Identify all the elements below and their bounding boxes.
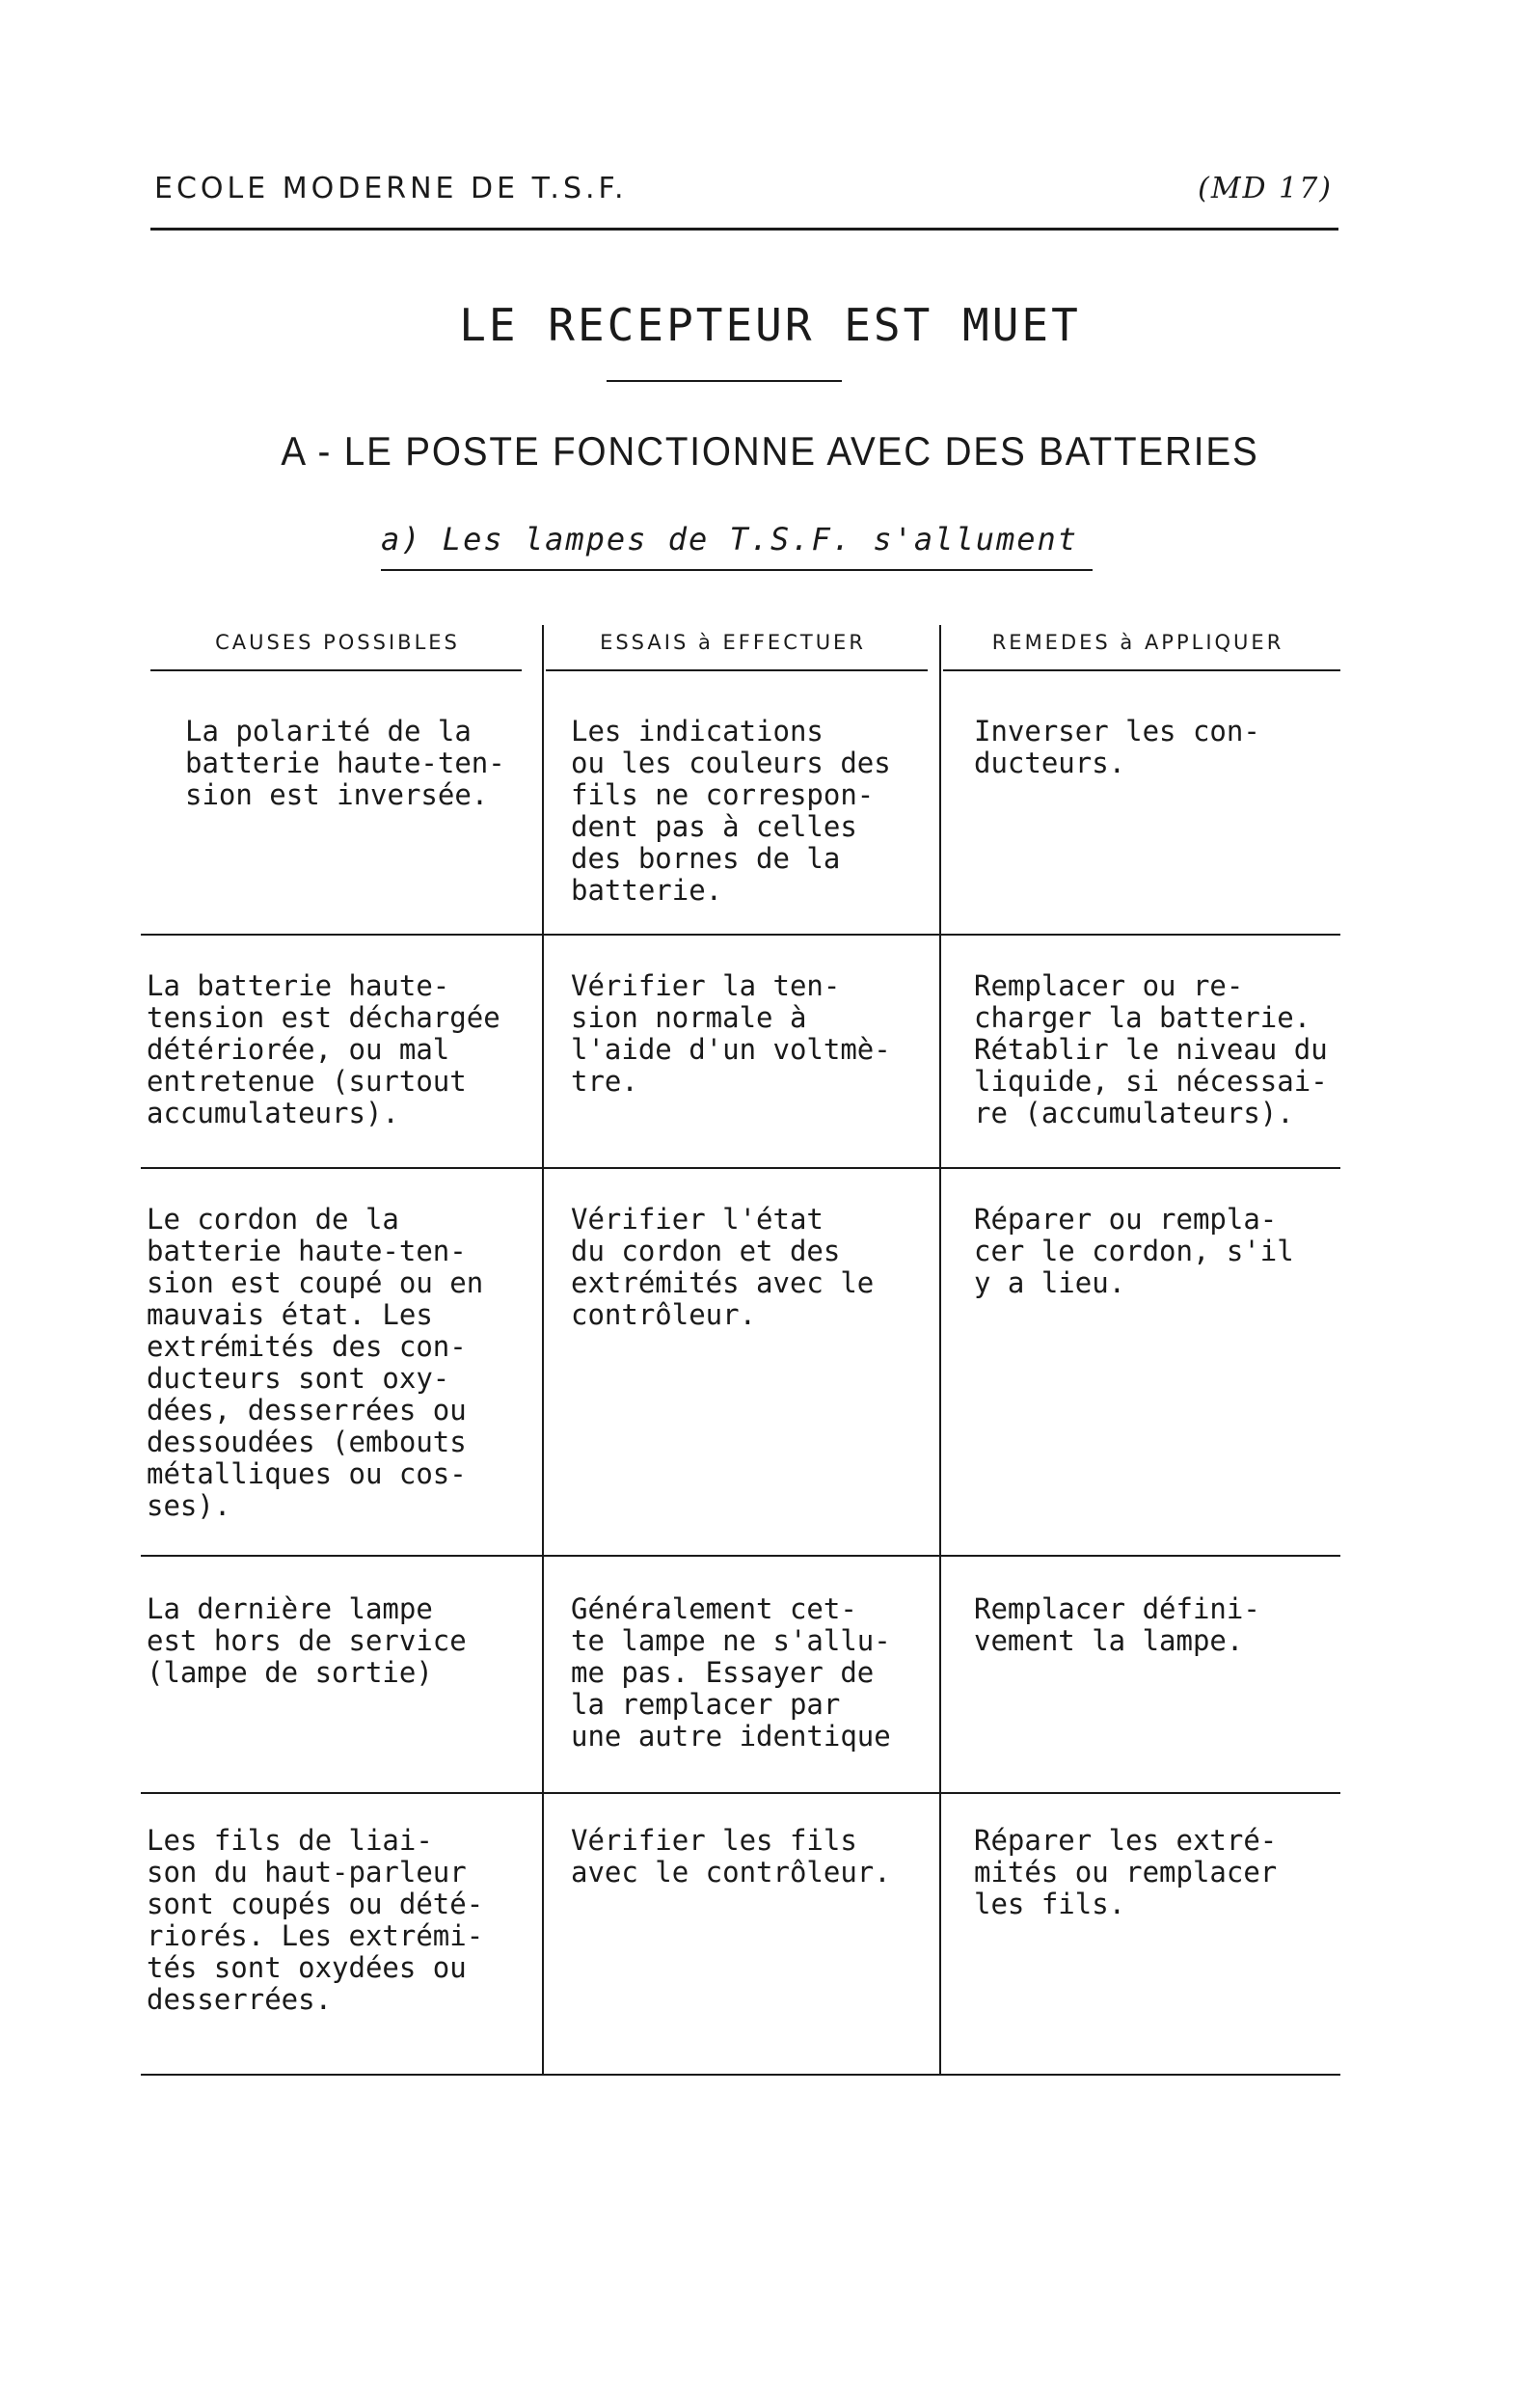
title-underline — [607, 380, 842, 382]
test-cell: Vérifier les fils avec le contrôleur. — [571, 1824, 891, 1889]
remedy-cell: Réparer les extré- mités ou remplacer les fils. — [974, 1824, 1278, 1920]
cause-cell: La batterie haute- tension est déchargée détériorée, ou mal entretenue (surtout accumulateurs). — [147, 969, 500, 1129]
test-cell: Les indications ou les couleurs des fils ne correspon- dent pas à celles des bornes de la batterie. — [571, 715, 891, 907]
column-divider — [542, 625, 544, 2076]
subsection-heading: a) Les lampes de T.S.F. s'allument — [381, 521, 1079, 557]
column-header-tests: ESSAIS à EFFECTUER — [600, 631, 866, 654]
test-cell: Généralement cet- te lampe ne s'allu- me pas. Essayer de la remplacer par une autre identique — [571, 1592, 891, 1753]
row-divider — [141, 1792, 1340, 1794]
column-divider — [939, 625, 941, 2076]
test-cell: Vérifier l'état du cordon et des extrémités avec le contrôleur. — [571, 1203, 875, 1331]
cause-cell: La dernière lampe est hors de service (lampe de sortie) — [147, 1592, 467, 1689]
column-header-causes: CAUSES POSSIBLES — [215, 631, 460, 654]
row-divider — [141, 1167, 1340, 1169]
row-divider — [141, 1555, 1340, 1557]
remedy-cell: Réparer ou rempla- cer le cordon, s'il y a lieu. — [974, 1203, 1294, 1299]
header-divider — [150, 228, 1338, 231]
page-title: LE RECEPTEUR EST MUET — [459, 299, 1081, 351]
column-header-underline — [150, 669, 522, 671]
subsection-underline — [381, 569, 1093, 571]
page-header — [150, 172, 1338, 210]
school-name: ECOLE MODERNE DE T.S.F. — [154, 172, 628, 205]
row-divider — [141, 934, 1340, 936]
cause-cell: Les fils de liai- son du haut-parleur sont coupés ou dété- riorés. Les extrémi- tés sont oxydées ou desserrées. — [147, 1824, 484, 2016]
column-header-underline — [943, 669, 1340, 671]
cause-cell: Le cordon de la batterie haute-ten- sion est coupé ou en mauvais état. Les extrémités des con- ducteurs sont oxy- dées, desserrées ou dessoudées (embouts métalliques ou cos- ses). — [147, 1203, 484, 1522]
remedy-cell: Remplacer ou re- charger la batterie. Rétablir le niveau du liquide, si nécessai- re (accumulateurs). — [974, 969, 1328, 1129]
cause-cell: La polarité de la batterie haute-ten- sion est inversée. — [185, 715, 505, 811]
column-header-remedies: REMEDES à APPLIQUER — [991, 631, 1284, 654]
section-heading: A - LE POSTE FONCTIONNE AVEC DES BATTERIES — [281, 428, 1259, 474]
document-reference: (MD 17) — [1198, 172, 1333, 205]
table-bottom-rule — [141, 2074, 1340, 2076]
remedy-cell: Remplacer défini- vement la lampe. — [974, 1592, 1260, 1657]
remedy-cell: Inverser les con- ducteurs. — [974, 715, 1260, 779]
column-header-underline — [546, 669, 928, 671]
test-cell: Vérifier la ten- sion normale à l'aide d'un voltmè- tre. — [571, 969, 891, 1098]
